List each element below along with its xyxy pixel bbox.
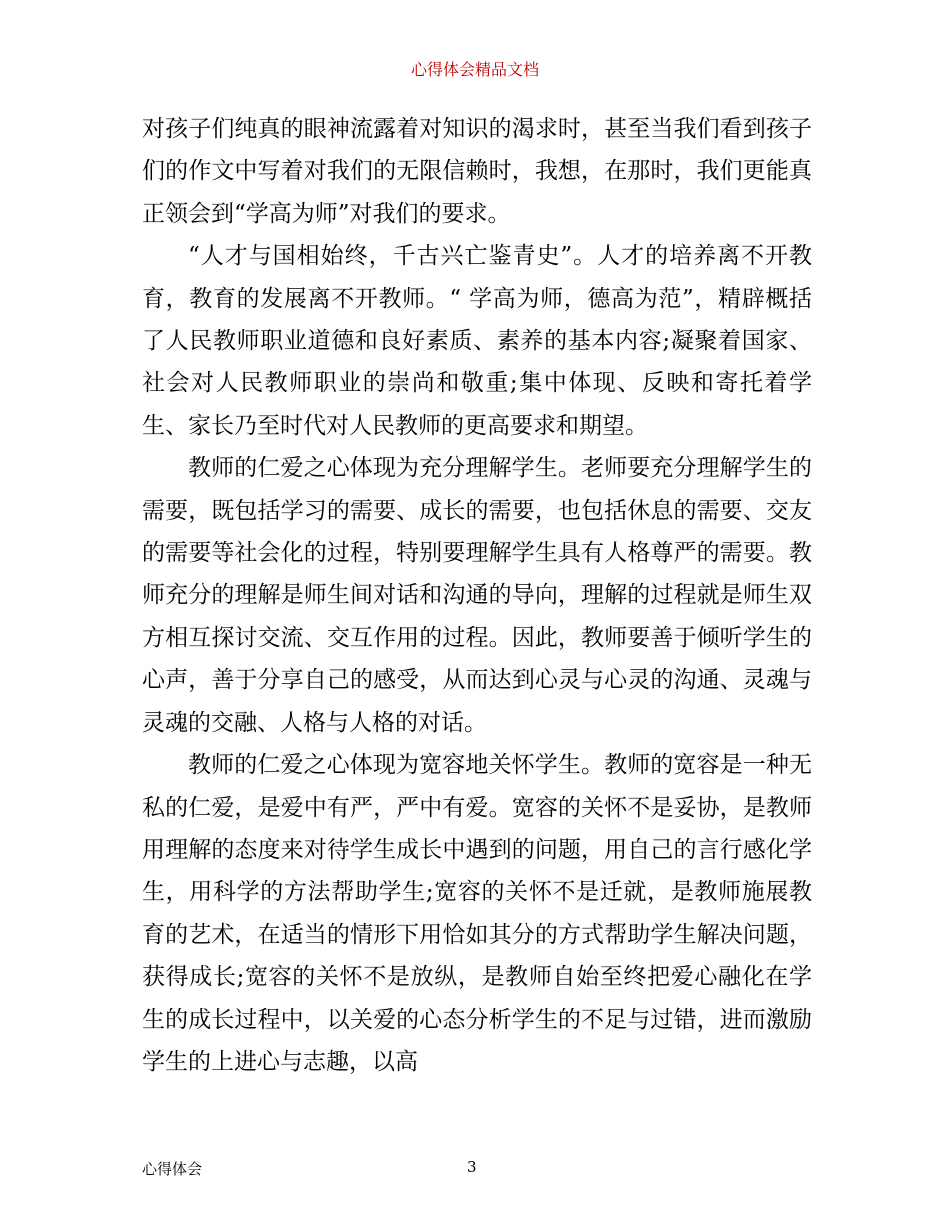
paragraph: 教师的仁爱之心体现为充分理解学生。老师要充分理解学生的需要，既包括学习的需要、成长的需要，也包括休息的需要、交友的需要等社会化的过程，特别要理解学生具有人格尊严的需要。教师充分的理解是师生间对话和沟通的导向，理解的过程就是师生双方相互探讨交流、交互作用的过程。因此，教师要善于倾听学生的心声，善于分享自己的感受，从而达到心灵与心灵的沟通、灵魂与灵魂的交融、人格与人格的对话。: [142, 455, 812, 736]
page-number: 3: [467, 1158, 477, 1176]
paragraph-continued: 对孩子们纯真的眼神流露着对知识的渴求时，甚至当我们看到孩子们的作文中写着对我们的无限信赖时，我想，在那时，我们更能真正领会到“学高为师”对我们的要求。: [142, 116, 812, 227]
document-body: [142, 108, 812, 1083]
paragraph: 教师的仁爱之心体现为宽容地关怀学生。教师的宽容是一种无私的仁爱，是爱中有严，严中有爱。宽容的关怀不是妥协，是教师用理解的态度来对待学生成长中遇到的问题，用自己的言行感化学生，用科学的方法帮助学生;宽容的关怀不是迁就，是教师施展教育的艺术，在适当的情形下用恰如其分的方式帮助学生解决问题，获得成长;宽容的关怀不是放纵，是教师自始至终把爱心融化在学生的成长过程中，以关爱的心态分析学生的不足与过错，进而激励学生的上进心与志趣，以高: [142, 752, 812, 1075]
paragraph: “人才与国相始终，千古兴亡鉴青史”。人才的培养离不开教育，教育的发展离不开教师。“ 学高为师，德高为范”，精辟概括了人民教师职业道德和良好素质、素养的基本内容;凝聚着国家、社会对人民教师职业的崇尚和敬重;集中体现、反映和寄托着学生、家长乃至时代对人民教师的更高要求和期望。: [142, 243, 812, 439]
page-header: 心得体会精品文档: [410, 60, 539, 79]
footer-label: 心得体会: [142, 1160, 203, 1178]
